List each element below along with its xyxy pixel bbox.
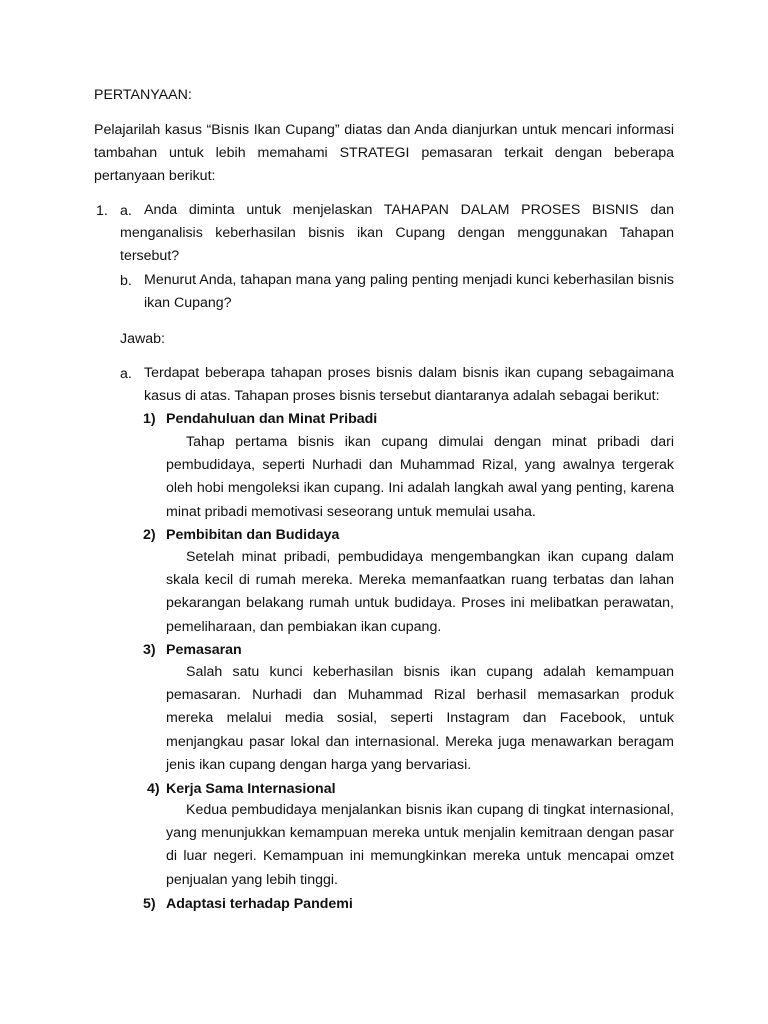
stage-text: Setelah minat pribadi, pembudidaya mengembangkan ikan cupang dalam skala kecil di rumah mereka. Mereka memanfaatkan ruang terbatas dan lahan pekarangan belakang rumah untuk budidaya. Proses ini melibatkan perawatan, pemeliharaan, dan pembiakan ikan cupang.	[166, 549, 674, 635]
stage-text: Salah satu kunci keberhasilan bisnis ikan cupang adalah kemampuan pemasaran. Nurhadi dan Muhammad Rizal berhasil memasarkan produk mereka melalui media sosial, seperti Instagram dan Facebook, untuk menjangkau pasar lokal dan internasional. Mereka juga menawarkan beragam jenis ikan cupang dengan harga yang bervariasi.	[166, 664, 674, 773]
question-number: 1.	[96, 203, 108, 219]
stage-number: 4)	[147, 781, 160, 797]
intro-paragraph: Pelajarilah kasus “Bisnis Ikan Cupang” diatas dan Anda dianjurkan untuk mencari informasi tambahan untuk lebih memahami STRATEGI pemasaran terkait dengan beberapa pertanyaan berikut:	[94, 122, 674, 185]
stage-number: 2)	[143, 527, 156, 543]
stage-number: 1)	[143, 411, 156, 427]
stage-number: 5)	[143, 896, 156, 912]
stage-title: Pendahuluan dan Minat Pribadi	[166, 411, 378, 427]
question-b-label: b.	[120, 273, 132, 289]
page-heading: PERTANYAAN:	[94, 87, 192, 103]
question-b-text: Menurut Anda, tahapan mana yang paling penting menjadi kunci keberhasilan bisnis ikan Cupang?	[144, 272, 674, 312]
stage-text: Tahap pertama bisnis ikan cupang dimulai dengan minat pribadi dari pembudidaya, seperti Nurhadi dan Muhammad Rizal, yang awalnya tergerak oleh hobi mengoleksi ikan cupang. Ini adalah langkah awal yang penting, karena minat pribadi memotivasi seseorang untuk memulai usaha.	[166, 434, 674, 520]
question-a-text: Anda diminta untuk menjelaskan TAHAPAN DALAM PROSES BISNIS dan menganalisis keberhasilan bisnis ikan Cupang dengan menggunakan Tahapan tersebut?	[120, 202, 674, 265]
stage-text: Kedua pembudidaya menjalankan bisnis ikan cupang di tingkat internasional, yang menunjukkan kemampuan mereka untuk menjalin kemitraan dengan pasar di luar negeri. Kemampuan ini memungkinkan mereka untuk mencapai omzet penjualan yang lebih tinggi.	[166, 802, 674, 888]
stage-title: Kerja Sama Internasional	[166, 781, 336, 797]
answer-label: Jawab:	[120, 331, 165, 347]
question-a-label: a.	[120, 203, 132, 219]
stage-title: Pemasaran	[166, 642, 242, 658]
answer-a-text: Terdapat beberapa tahapan proses bisnis dalam bisnis ikan cupang sebagaimana kasus di atas. Tahapan proses bisnis tersebut diantaranya adalah sebagai berikut:	[144, 365, 674, 405]
stage-number: 3)	[143, 642, 156, 658]
answer-a-label: a.	[120, 366, 132, 382]
stage-title: Pembibitan dan Budidaya	[166, 527, 340, 543]
stage-title: Adaptasi terhadap Pandemi	[166, 896, 353, 912]
